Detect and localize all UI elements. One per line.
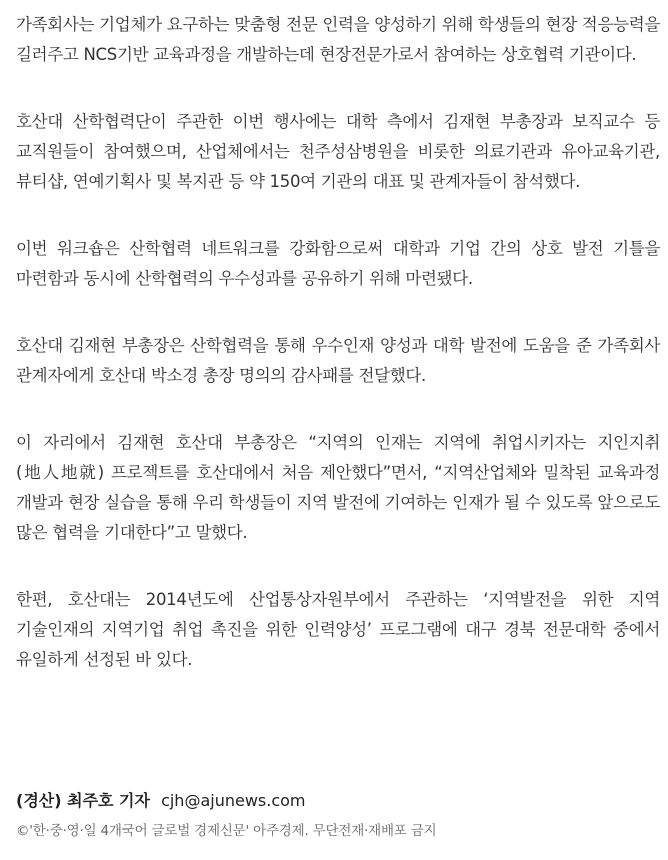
article-paragraph: 호산대 산학협력단이 주관한 이번 행사에는 대학 측에서 김재현 부총장과 보직교수 등 교직원들이 참여했으며, 산업체에서는 천주성삼병원을 비롯한 의료기관과 유아교육기관, 뷰티샵, 연예기획사 및 복지관 등 약 150여 기관의 대표 및 관계자들이 참석했다.: [16, 112, 660, 191]
article-paragraph: 호산대 김재현 부총장은 산학협력을 통해 우수인재 양성과 대학 발전에 도움을 준 가족회사 관계자에게 호산대 박소경 총장 명의의 감사패를 전달했다.: [16, 336, 660, 385]
article-paragraph: 이 자리에서 김재현 호산대 부총장은 “지역의 인재는 지역에 취업시키자는 지인지취(地人地就) 프로젝트를 호산대에서 처음 제안했다”면서, “지역산업체와 밀착된 교육과정 개발과 현장 실습을 통해 우리 학생들이 지역 발전에 기여하는 인재가 될 수 있도록 앞으로도 많은 협력을 기대한다”고 말했다.: [16, 433, 660, 542]
reporter-email[interactable]: cjh@ajunews.com: [161, 791, 306, 810]
byline: [16, 790, 306, 812]
article-paragraph: 이번 워크숍은 산학협력 네트워크를 강화함으로써 대학과 기업 간의 상호 발전 기틀을 마련함과 동시에 산학협력의 우수성과를 공유하기 위해 마련됐다.: [16, 239, 660, 288]
reporter-name: (경산) 최주호 기자: [16, 791, 150, 810]
article-paragraph: 한편, 호산대는 2014년도에 산업통상자원부에서 주관하는 ‘지역발전을 위한 지역 기술인재의 지역기업 취업 촉진을 위한 인력양성’ 프로그램에 대구 경북 전문대학 중에서 유일하게 선정된 바 있다.: [16, 590, 660, 669]
copyright-notice: ©'한·중·영·일 4개국어 글로벌 경제신문' 아주경제. 무단전재·재배포 금지: [16, 823, 437, 839]
article-body: [16, 0, 660, 712]
article-paragraph: 가족회사는 기업체가 요구하는 맞춤형 전문 인력을 양성하기 위해 학생들의 현장 적응능력을 길러주고 NCS기반 교육과정을 개발하는데 현장전문가로서 참여하는 상호협력 기관이다.: [16, 15, 660, 64]
